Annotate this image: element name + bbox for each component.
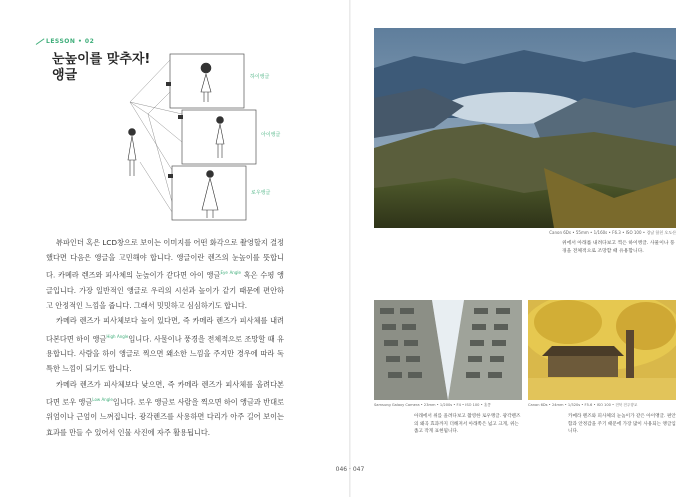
building-photo-caption: 아래에서 위를 올려다보고 촬영한 로우앵글. 광각렌즈의 왜곡 효과까지 더해져서 아래쪽은 넓고 크게, 위는 좁고 작게 표현됩니다. [414, 414, 521, 435]
page-number: 046 · 047 [335, 466, 365, 473]
main-photo-caption: 위에서 아래를 내려다보고 찍은 하이앵글. 사물이나 풍경을 전체적으로 조망할 때 유용합니다. [562, 241, 675, 254]
lesson-tag: LESSON • 02 [46, 38, 95, 45]
label-eye-angle: 아이앵글 [261, 132, 281, 138]
high-angle-term: High Angle [106, 333, 129, 339]
ginkgo-photo-caption: 카메라 렌즈와 피사체의 눈높이가 같은 아이앵글. 편안함과 안정감을 주기 때문에 가장 많이 사용되는 앵글입니다. [568, 414, 676, 435]
camera-low-icon [168, 174, 173, 178]
mountain-photo [374, 28, 676, 228]
eye-angle-term: Eye Angle [220, 270, 241, 276]
building-photo [374, 300, 522, 400]
paragraph-3: 카메라 렌즈가 피사체보다 낮으면, 즉 카메라 렌즈가 피사체를 올려다본다면 로우 앵글$^{Low Angle}$입니다. 로우 앵글로 사람을 찍으면 하이 앵글과 반대로 위엄이나 근엄이 느껴집니다. 광각렌즈를 사용하면 다리가 아주 길어 보이는 효과를 만들 수 있어서 인물 사진에 자주 활용됩니다. [46, 379, 285, 437]
low-angle-term: Low Angle [92, 396, 113, 402]
body-text [46, 235, 284, 440]
title-line-2: 앵글 [52, 68, 78, 83]
camera-eye-icon [178, 115, 183, 119]
page-gutter [349, 0, 351, 497]
building-photo-meta: Samsung Galaxy Camera • 23mm • 1/200s • F4 • ISO 100 • 홍콩 [374, 403, 491, 407]
camera-angle-diagram [118, 52, 318, 224]
paragraph-2: 카메라 렌즈가 피사체보다 높이 있다면, 즉 카메라 렌즈가 피사체를 내려다본다면 하이 앵글$^{High Angle}$입니다. 사물이나 풍경을 전체적으로 조망할 때 유용합니다. 사람을 하이 앵글로 찍으면 왜소한 느낌을 주지만 경우에 따라 독특한 느낌이 되기도 합니다. [46, 316, 284, 374]
ginkgo-tree-photo [528, 300, 676, 400]
camera-high-icon [166, 82, 171, 86]
person-figure-icon [128, 129, 136, 177]
title-line-1: 눈높이를 맞추자! [52, 52, 151, 67]
label-high-angle: 하이앵글 [250, 74, 270, 80]
main-photo-meta: Canon 6Ds • 55mm • 1/160s • F6.3 • ISO 100 • 경남 합천 오도산 [549, 230, 676, 235]
ginkgo-photo-meta: Canon 6Ds • 24mm • 1/320s • F5.6 • ISO 100 • 전북 전주향교 [528, 403, 638, 407]
paragraph-1: 뷰파인더 혹은 LCD창으로 보이는 이미지를 어떤 화각으로 촬영할지 결정했다면 다음은 앵글을 고민해야 합니다. 앵글이란 렌즈의 눈높이를 뜻합니다. 카메라 렌즈와 피사체의 눈높이가 같다면 아이 앵글$^{Eye Angle}$ 혹은 수평 앵글입니다. 가장 일반적인 앵글로 우리의 시선과 높이가 같기 때문에 편안하고 안정적인 느낌을 줍니다. 그래서 밋밋하고 심심하기도 합니다. [46, 238, 284, 311]
lesson-accent-line [36, 38, 45, 45]
label-low-angle: 로우앵글 [251, 190, 271, 196]
